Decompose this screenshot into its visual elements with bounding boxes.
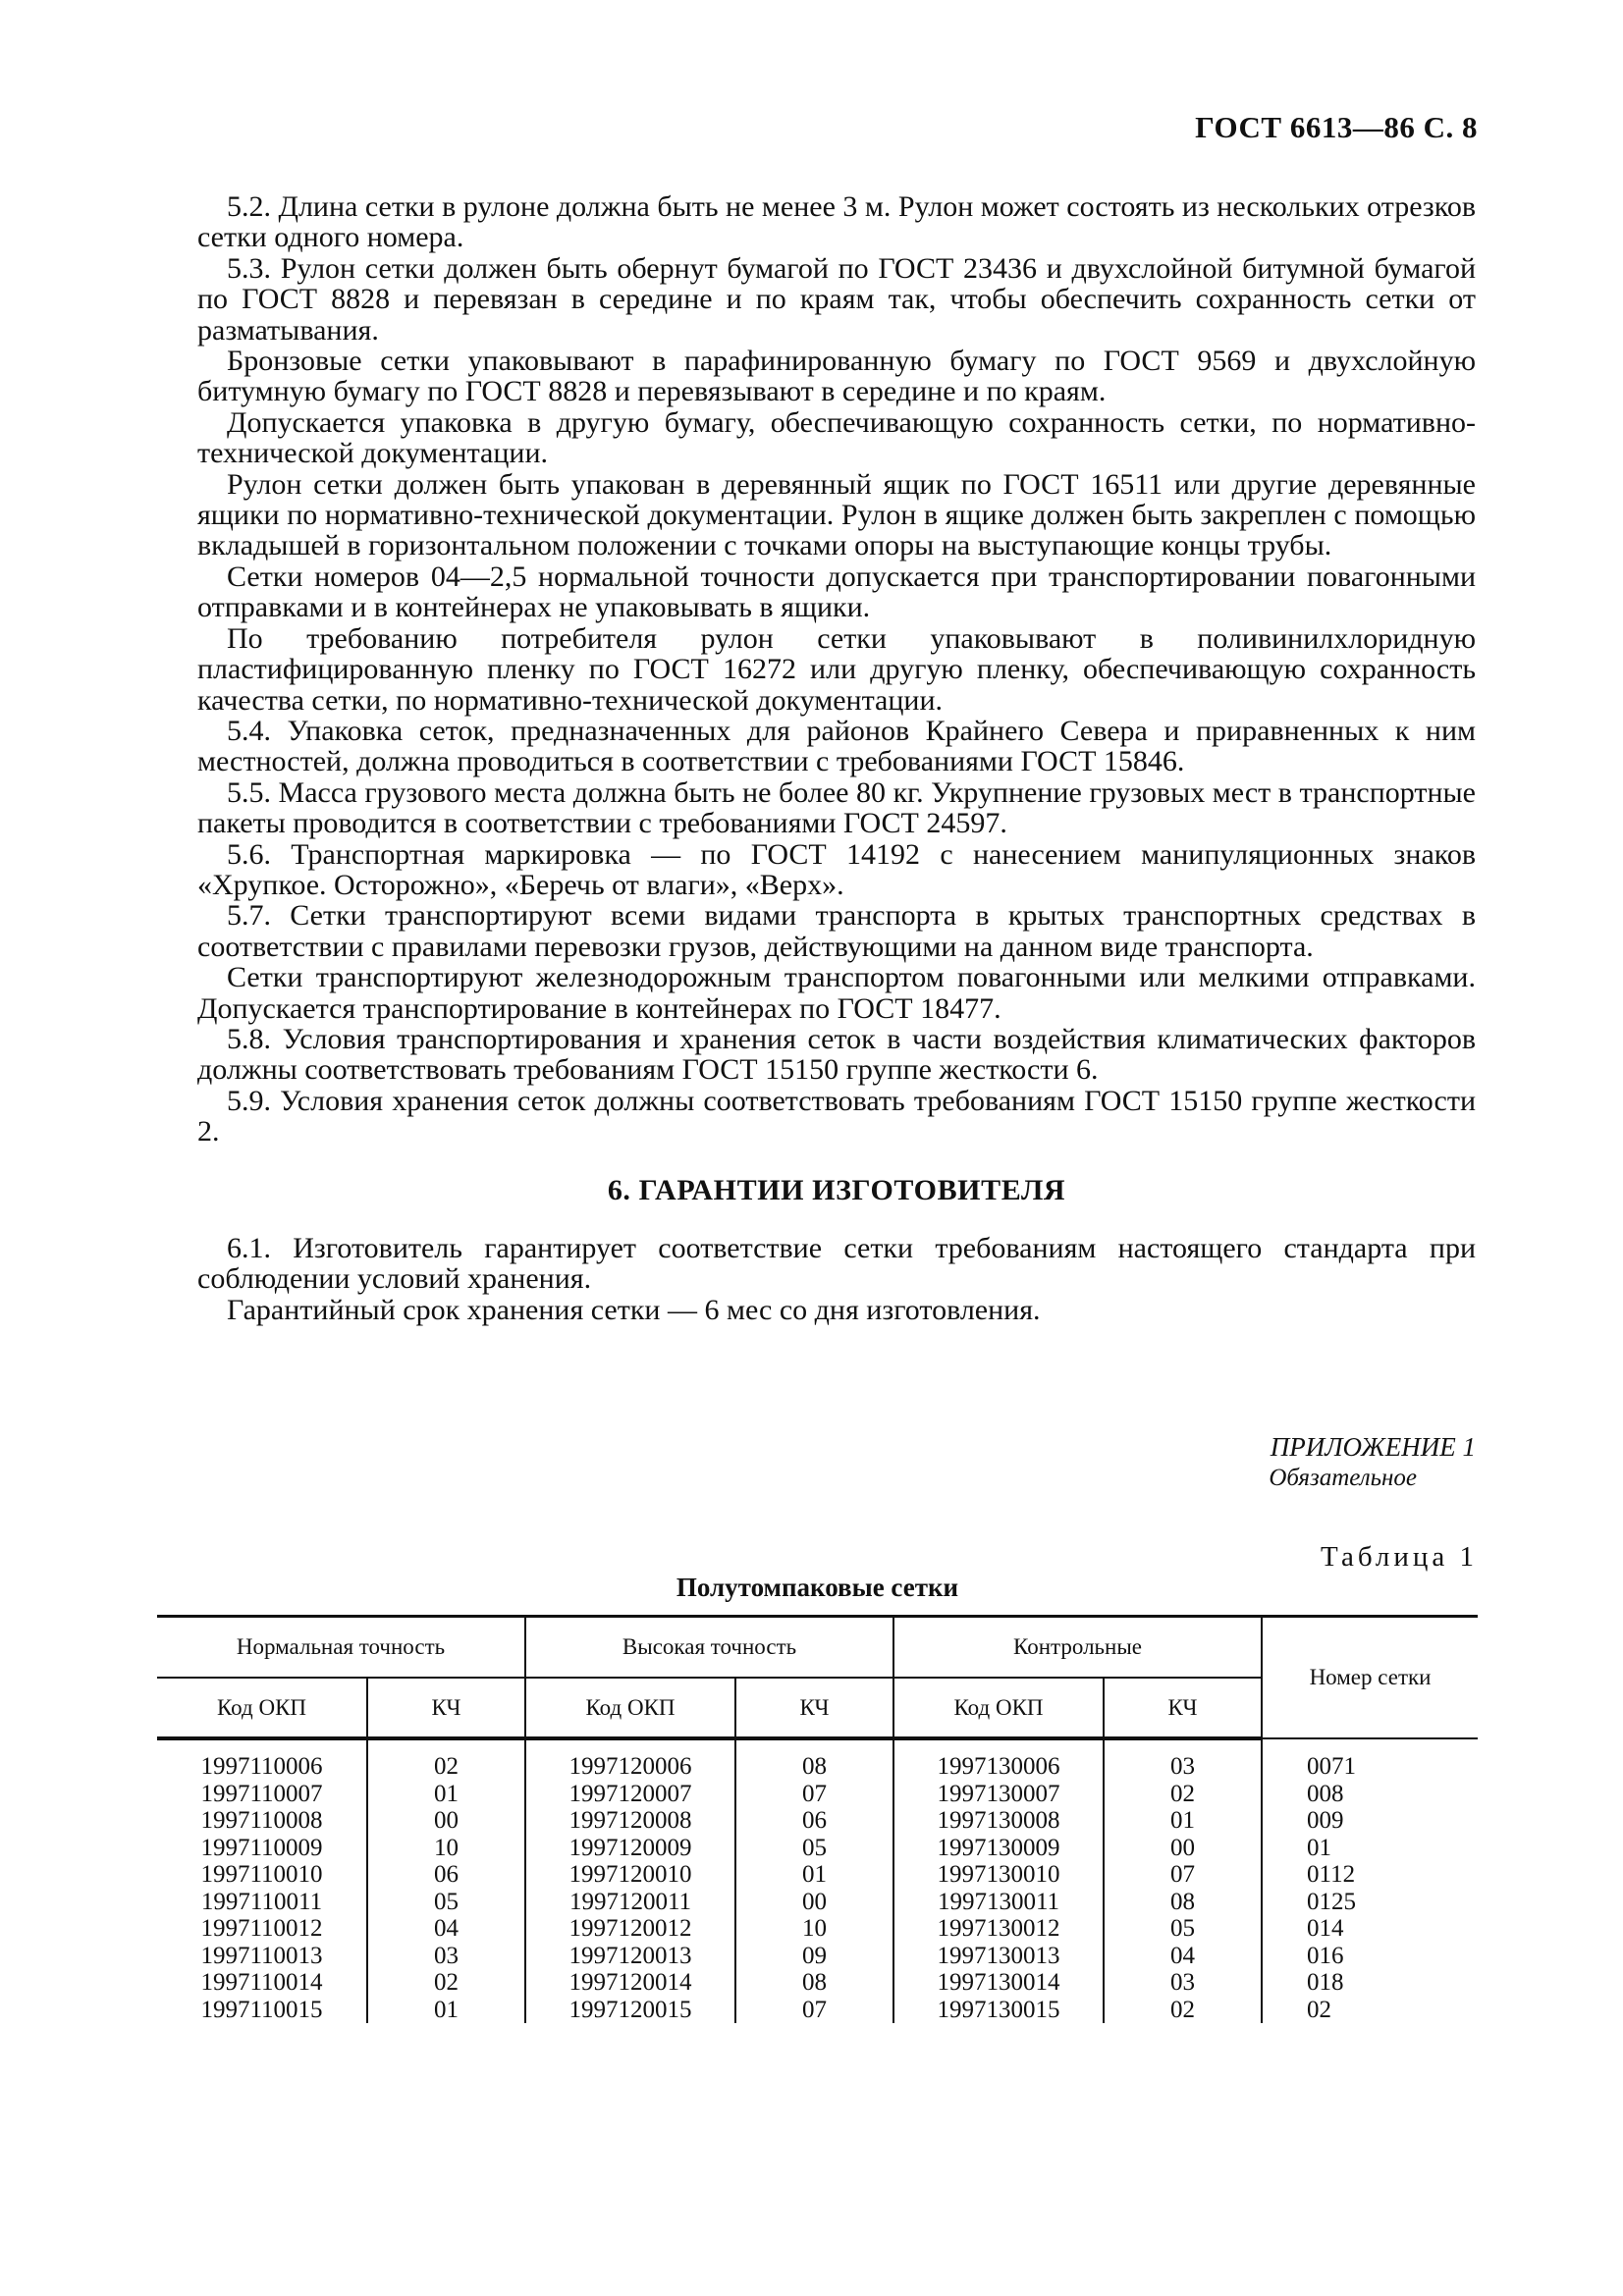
cell-okp-code-normal: 1997110009 bbox=[157, 1835, 367, 1862]
cell-kch-normal: 02 bbox=[367, 1969, 525, 1997]
header-okp-code: Код ОКП bbox=[525, 1678, 735, 1738]
cell-kch-normal: 03 bbox=[367, 1943, 525, 1970]
header-high-accuracy: Высокая точность bbox=[525, 1617, 893, 1679]
cell-okp-code-high: 1997120015 bbox=[525, 1997, 735, 2024]
cell-okp-code-normal: 1997110012 bbox=[157, 1915, 367, 1943]
table-row bbox=[157, 1997, 1478, 2024]
cell-okp-code-high: 1997120013 bbox=[525, 1943, 735, 1970]
cell-mesh-number: 014 bbox=[1307, 1915, 1344, 1942]
cell-okp-code-control: 1997130010 bbox=[893, 1861, 1104, 1889]
table-row bbox=[157, 1969, 1478, 1997]
cell-kch-high: 01 bbox=[735, 1861, 893, 1889]
cell-okp-code-normal: 1997110011 bbox=[157, 1889, 367, 1916]
cell-okp-code-control: 1997130015 bbox=[893, 1997, 1104, 2024]
cell-kch-high: 07 bbox=[735, 1997, 893, 2024]
cell-mesh-number: 018 bbox=[1307, 1969, 1344, 1996]
header-control: Контрольные bbox=[893, 1617, 1262, 1679]
cell-kch-control: 01 bbox=[1104, 1807, 1262, 1835]
mesh-table bbox=[157, 1615, 1478, 2023]
cell-kch-control: 04 bbox=[1104, 1943, 1262, 1970]
cell-okp-code-high: 1997120012 bbox=[525, 1915, 735, 1943]
cell-kch-control: 08 bbox=[1104, 1889, 1262, 1916]
cell-kch-normal: 10 bbox=[367, 1835, 525, 1862]
cell-kch-normal: 02 bbox=[367, 1738, 525, 1781]
cell-mesh-number: 009 bbox=[1307, 1807, 1344, 1834]
paragraph-5-2: 5.2. Длина сетки в рулоне должна быть не менее 3 м. Рулон может состоять из нескольких отрезков сетки одного номера. bbox=[197, 190, 1476, 254]
table-row bbox=[157, 1835, 1478, 1862]
cell-okp-code-normal: 1997110008 bbox=[157, 1807, 367, 1835]
appendix-heading bbox=[1080, 1432, 1476, 1493]
header-mesh-number: Номер сетки bbox=[1262, 1617, 1478, 1739]
paragraph-no-box: Сетки номеров 04—2,5 нормальной точности допускается при транспортировании повагонными отправками и в контейнерах не упаковывать в ящики. bbox=[197, 560, 1476, 624]
paragraph-5-7: 5.7. Сетки транспортируют всеми видами транспорта в крытых транспортных средствах в соответствии с правилами перевозки грузов, действующими на данном виде транспорта. bbox=[197, 899, 1476, 963]
cell-okp-code-high: 1997120008 bbox=[525, 1807, 735, 1835]
cell-mesh-number: 0071 bbox=[1307, 1752, 1357, 1780]
cell-okp-code-normal: 1997110013 bbox=[157, 1943, 367, 1970]
cell-mesh-number: 0125 bbox=[1307, 1888, 1357, 1915]
table-label: Таблица 1 bbox=[1320, 1541, 1478, 1573]
page-header: ГОСТ 6613—86 С. 8 bbox=[1195, 110, 1478, 144]
cell-okp-code-normal: 1997110014 bbox=[157, 1969, 367, 1997]
cell-kch-high: 07 bbox=[735, 1781, 893, 1808]
cell-okp-code-high: 1997120010 bbox=[525, 1861, 735, 1889]
cell-okp-code-normal: 1997110006 bbox=[157, 1738, 367, 1781]
cell-kch-control: 02 bbox=[1104, 1997, 1262, 2024]
table-row bbox=[157, 1807, 1478, 1835]
cell-okp-code-high: 1997120009 bbox=[525, 1835, 735, 1862]
cell-kch-control: 05 bbox=[1104, 1915, 1262, 1943]
body-text bbox=[197, 191, 1476, 1325]
cell-okp-code-control: 1997130008 bbox=[893, 1807, 1104, 1835]
appendix-title: ПРИЛОЖЕНИЕ 1 bbox=[1270, 1432, 1476, 1462]
appendix-subtitle: Обязательное bbox=[1269, 1465, 1417, 1491]
paragraph-bronze: Бронзовые сетки упаковывают в парафинированную бумагу по ГОСТ 9569 и двухслойную битумную бумагу по ГОСТ 8828 и перевязывают в середине и по краям. bbox=[197, 345, 1476, 408]
cell-mesh-number: 01 bbox=[1307, 1834, 1332, 1861]
paragraph-pvc-film: По требованию потребителя рулон сетки упаковывают в поливинилхлоридную пластифицированную пленку по ГОСТ 16272 или другую пленку, обеспечивающую сохранность качества сетки, по нормативно-технической документации. bbox=[197, 621, 1476, 717]
table-row bbox=[157, 1738, 1478, 1781]
cell-okp-code-control: 1997130007 bbox=[893, 1781, 1104, 1808]
cell-kch-normal: 01 bbox=[367, 1781, 525, 1808]
cell-kch-normal: 01 bbox=[367, 1997, 525, 2024]
table-row bbox=[157, 1861, 1478, 1889]
cell-okp-code-high: 1997120014 bbox=[525, 1969, 735, 1997]
header-kch: КЧ bbox=[367, 1678, 525, 1738]
cell-kch-high: 06 bbox=[735, 1807, 893, 1835]
paragraph-5-3: 5.3. Рулон сетки должен быть обернут бумагой по ГОСТ 23436 и двухслойной битумной бумагой по ГОСТ 8828 и перевязан в середине и по краям так, чтобы обеспечить сохранность сетки от разматывания. bbox=[197, 251, 1476, 347]
table-title: Полутомпаковые сетки bbox=[676, 1573, 959, 1602]
cell-kch-control: 02 bbox=[1104, 1781, 1262, 1808]
cell-kch-normal: 05 bbox=[367, 1889, 525, 1916]
paragraph-5-6: 5.6. Транспортная маркировка — по ГОСТ 14192 с нанесением манипуляционных знаков «Хрупкое. Осторожно», «Беречь от влаги», «Верх». bbox=[197, 837, 1476, 901]
cell-okp-code-high: 1997120011 bbox=[525, 1889, 735, 1916]
paragraph-5-9: 5.9. Условия хранения сеток должны соответствовать требованиям ГОСТ 15150 группе жесткости 2. bbox=[197, 1084, 1476, 1148]
header-normal-accuracy: Нормальная точность bbox=[157, 1617, 525, 1679]
cell-okp-code-high: 1997120007 bbox=[525, 1781, 735, 1808]
cell-kch-normal: 04 bbox=[367, 1915, 525, 1943]
paragraph-wooden-box: Рулон сетки должен быть упакован в деревянный ящик по ГОСТ 16511 или другие деревянные ящики по нормативно-технической документации. Рулон в ящике должен быть закреплен с помощью вкладышей в горизонтальном положении с точками опоры на выступающие концы трубы. bbox=[197, 467, 1476, 562]
cell-kch-high: 08 bbox=[735, 1969, 893, 1997]
cell-kch-control: 00 bbox=[1104, 1835, 1262, 1862]
cell-mesh-number: 02 bbox=[1307, 1996, 1332, 2023]
cell-kch-high: 05 bbox=[735, 1835, 893, 1862]
paragraph-warranty-term: Гарантийный срок хранения сетки — 6 мес со дня изготовления. bbox=[227, 1293, 1041, 1326]
cell-okp-code-normal: 1997110007 bbox=[157, 1781, 367, 1808]
table-row bbox=[157, 1889, 1478, 1916]
header-okp-code: Код ОКП bbox=[157, 1678, 367, 1738]
cell-kch-high: 09 bbox=[735, 1943, 893, 1970]
cell-okp-code-normal: 1997110015 bbox=[157, 1997, 367, 2024]
table-row bbox=[157, 1781, 1478, 1808]
cell-okp-code-control: 1997130013 bbox=[893, 1943, 1104, 1970]
header-kch: КЧ bbox=[735, 1678, 893, 1738]
cell-kch-high: 10 bbox=[735, 1915, 893, 1943]
paragraph-other-paper: Допускается упаковка в другую бумагу, обеспечивающую сохранность сетки, по нормативно-технической документации. bbox=[197, 405, 1476, 470]
table-row bbox=[157, 1943, 1478, 1970]
cell-mesh-number: 008 bbox=[1307, 1780, 1344, 1807]
table-body bbox=[157, 1738, 1478, 2023]
header-kch: КЧ bbox=[1104, 1678, 1262, 1738]
cell-okp-code-high: 1997120006 bbox=[525, 1738, 735, 1781]
cell-kch-control: 03 bbox=[1104, 1969, 1262, 1997]
paragraph-6-1: 6.1. Изготовитель гарантирует соответствие сетки требованиям настоящего стандарта при соблюдении условий хранения. bbox=[197, 1232, 1476, 1296]
cell-kch-high: 08 bbox=[735, 1738, 893, 1781]
cell-okp-code-control: 1997130012 bbox=[893, 1915, 1104, 1943]
header-okp-code: Код ОКП bbox=[893, 1678, 1104, 1738]
paragraph-5-5: 5.5. Масса грузового места должна быть не более 80 кг. Укрупнение грузовых мест в транспортные пакеты проводится в соответствии с требованиями ГОСТ 24597. bbox=[197, 775, 1476, 840]
cell-okp-code-normal: 1997110010 bbox=[157, 1861, 367, 1889]
cell-kch-normal: 06 bbox=[367, 1861, 525, 1889]
paragraph-5-4: 5.4. Упаковка сеток, предназначенных для районов Крайнего Севера и приравненных к ним местностей, должна проводиться в соответствии с требованиями ГОСТ 15846. bbox=[197, 714, 1476, 778]
section-6-title: 6. ГАРАНТИИ ИЗГОТОВИТЕЛЯ bbox=[607, 1173, 1066, 1206]
cell-kch-control: 03 bbox=[1104, 1738, 1262, 1781]
cell-okp-code-control: 1997130006 bbox=[893, 1738, 1104, 1781]
cell-kch-normal: 00 bbox=[367, 1807, 525, 1835]
cell-kch-control: 07 bbox=[1104, 1861, 1262, 1889]
paragraph-railway: Сетки транспортируют железнодорожным транспортом повагонными или мелкими отправками. Допускается транспортирование в контейнерах по ГОСТ 18477. bbox=[197, 961, 1476, 1025]
cell-mesh-number: 0112 bbox=[1307, 1861, 1356, 1888]
table-row bbox=[157, 1915, 1478, 1943]
cell-mesh-number: 016 bbox=[1307, 1942, 1344, 1969]
paragraph-5-8: 5.8. Условия транспортирования и хранения сеток в части воздействия климатических факторов должны соответствовать требованиям ГОСТ 15150 группе жесткости 6. bbox=[197, 1022, 1476, 1087]
cell-okp-code-control: 1997130014 bbox=[893, 1969, 1104, 1997]
cell-okp-code-control: 1997130011 bbox=[893, 1889, 1104, 1916]
cell-kch-high: 00 bbox=[735, 1889, 893, 1916]
cell-okp-code-control: 1997130009 bbox=[893, 1835, 1104, 1862]
